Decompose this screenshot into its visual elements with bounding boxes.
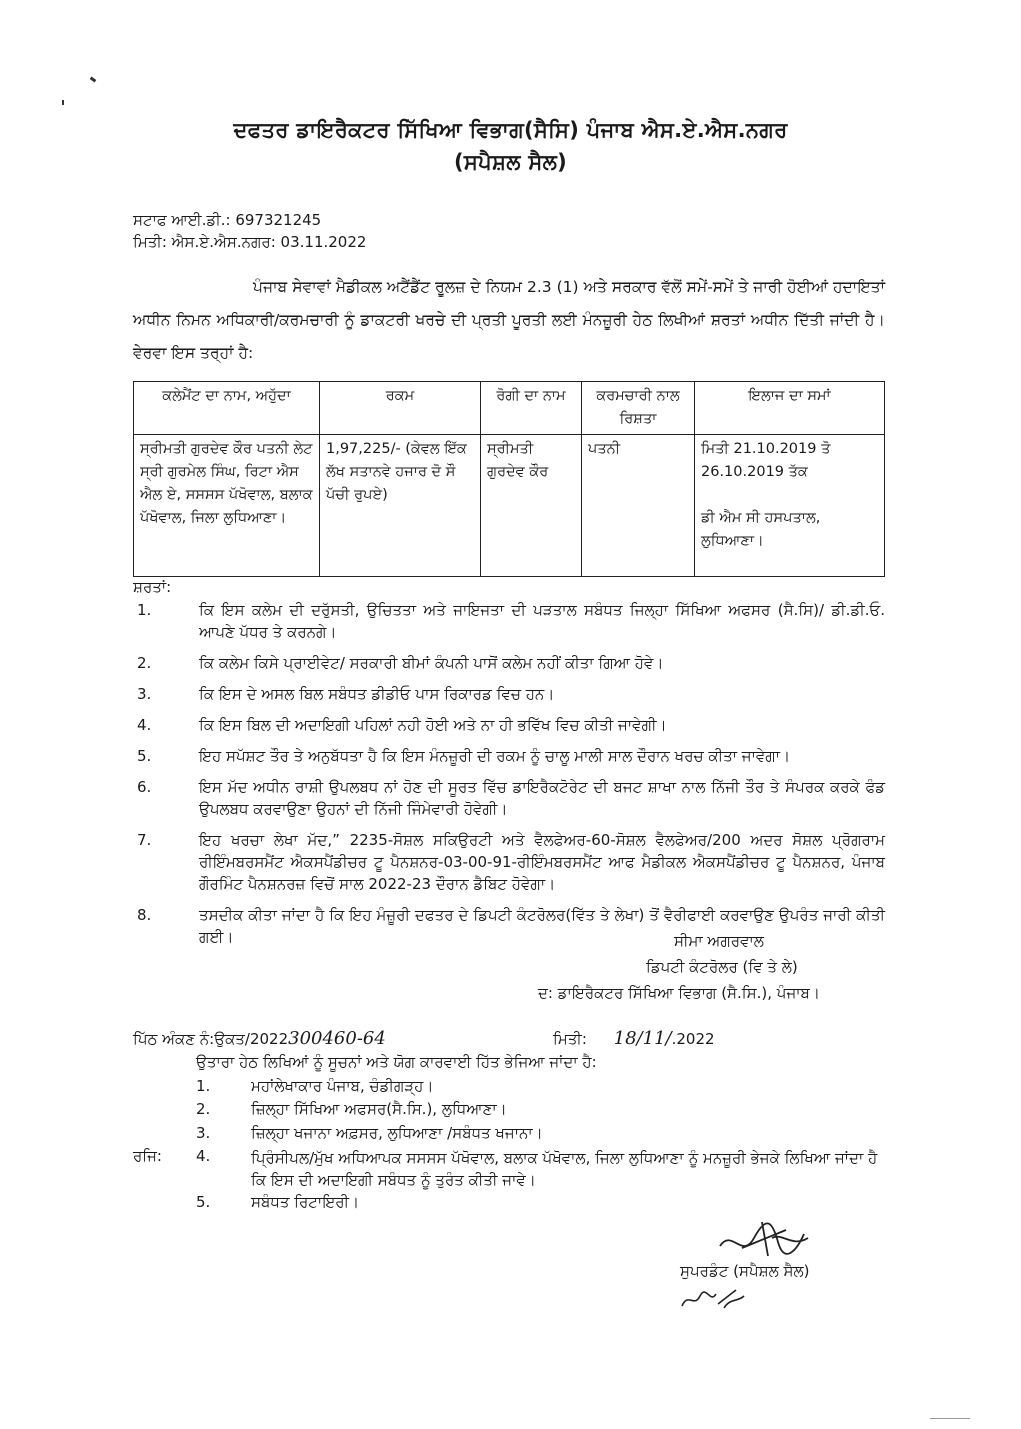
cell-patient: ਸ੍ਰੀਮਤੀ ਗੁਰਦੇਵ ਕੌਰ (481, 435, 582, 577)
list-item: 8. ਤਸਦੀਕ ਕੀਤਾ ਜਾਂਦਾ ਹੈ ਕਿ ਇਹ ਮੰਜ਼ੂਰੀ ਦਫਤਰ ਦੇ ਡਿਪਟੀ ਕੰਟਰੋਲਰ(ਵਿੱਤ ਤੇ ਲੇਖਾ) ਤੋਂ ਵੈਰੀਫਾਈ ਕਰਵਾਉਣ ਉਪਰੰਤ ਜਾਰੀ ਕੀਤੀ ਗਈ। (137, 906, 885, 946)
col-header-amount: ਰਕਮ (320, 382, 481, 435)
conditions-title: ਸ਼ਰਤਾਂ: (133, 578, 172, 596)
list-item: 1. ਕਿ ਇਸ ਕਲੇਮ ਦੀ ਦਰੁੱਸਤੀ, ਉਚਿਤਤਾ ਅਤੇ ਜਾਇਜਤਾ ਦੀ ਪੜਤਾਲ ਸਬੰਧਤ ਜਿਲ੍ਹਾ ਸਿੱਖਿਆ ਅਫਸਰ (ਸੈ.ਸਿ)/ ਡੀ.ਡੀ.ਓ. ਆਪਣੇ ਪੱਧਰ ਤੇ ਕਰਨਗੇ। (137, 601, 885, 641)
col-header-patient: ਰੋਗੀ ਦਾ ਨਾਮ (481, 382, 582, 435)
signatory-office: ਦ: ਡਾਇਰੈਕਟਰ ਸਿੱਖਿਆ ਵਿਭਾਗ (ਸੈ.ਸਿ.), ਪੰਜਾਬ। (538, 984, 821, 1002)
cell-title: (ਸਪੈਸ਼ਲ ਸੈਲ) (453, 150, 568, 174)
issue-date: ਮਿਤੀ: ਐਸ.ਏ.ਐਸ.ਨਗਰ: 03.11.2022 (133, 233, 367, 251)
endorsement-number (133, 1028, 386, 1049)
list-item: 5. ਇਹ ਸਪੱਸ਼ਟ ਤੌਰ ਤੇ ਅਨੁਬੱਧਤਾ ਹੈ ਕਿ ਇਸ ਮੰਨਜ਼ੂਰੀ ਦੀ ਰਕਮ ਨੂੰ ਚਾਲੂ ਮਾਲੀ ਸਾਲ ਦੌਰਾਨ ਖਰਚ ਕੀਤਾ ਜਾਵੇਗਾ। (137, 747, 791, 765)
list-item: 4. ਪ੍ਰਿੰਸੀਪਲ/ਮੁੱਖ ਅਧਿਆਪਕ ਸਸਸਸ ਪੱਖੋਵਾਲ, ਬਲਾਕ ਪੱਖੋਵਾਲ, ਜਿਲਾ ਲੁਧਿਆਣਾ ਨੂੰ ਮਨਜ਼ੂਰੀ ਭੇਜਕੇ ਲਿਖਿਆ ਜਾਂਦਾ ਹੈ ਕਿ ਇਸ ਦੀ ਅਦਾਇਗੀ ਸਬੰਧਤ ਨੂੰ ਤੁਰੰਤ ਕੀਤੀ ਜਾਵੇ। (196, 1147, 878, 1189)
list-item: 1. ਮਹਾਂਲੇਖਾਕਾਰ ਪੰਜਾਬ, ਚੰਡੀਗੜ੍ਹ। (196, 1077, 434, 1095)
endorsement-handwritten-date: 18/11/ (613, 1028, 672, 1049)
scan-speck (930, 1418, 970, 1419)
list-item: 5. ਸਬੰਧਤ ਰਿਟਾਇਰੀ। (196, 1193, 360, 1211)
list-item: 4. ਕਿ ਇਸ ਬਿਲ ਦੀ ਅਦਾਇਗੀ ਪਹਿਲਾਂ ਨਹੀ ਹੋਈ ਅਤੇ ਨਾ ਹੀ ਭਵਿੱਖ ਵਿਚ ਕੀਤੀ ਜਾਵੇਗੀ। (137, 716, 667, 734)
treatment-period: ਮਿਤੀ 21.10.2019 ਤੋ 26.10.2019 ਤੱਕ (701, 441, 831, 480)
list-item: 2. ਜ਼ਿਲ੍ਹਾ ਸਿੱਖਿਆ ਅਫਸਰ(ਸੈ.ਸਿ.), ਲੁਧਿਆਣਾ। (196, 1100, 507, 1118)
cell-claimant: ਸ੍ਰੀਮਤੀ ਗੁਰਦੇਵ ਕੌਰ ਪਤਨੀ ਲੇਟ ਸ੍ਰੀ ਗੁਰਮੇਲ ਸਿੰਘ, ਰਿਟਾ ਐਸ ਐਲ ਏ, ਸਸਸਸ ਪੱਖੋਵਾਲ, ਬਲਾਕ ਪੱਖੋਵਾਲ, ਜਿਲਾ ਲੁਧਿਆਣਾ। (134, 435, 320, 577)
list-item: 6. ਇਸ ਮੱਦ ਅਧੀਨ ਰਾਸ਼ੀ ਉਪਲਬਧ ਨਾਂ ਹੋਣ ਦੀ ਸੂਰਤ ਵਿੱਚ ਡਾਇਰੈਕਟੋਰੇਟ ਦੀ ਬਜਟ ਸ਼ਾਖਾ ਨਾਲ ਨਿੱਜੀ ਤੌਰ ਤੇ ਸੰਪਰਕ ਕਰਕੇ ਫੰਡ ਉਪਲਬਧ ਕਰਵਾਉਣਾ ਉਹਨਾਂ ਦੀ ਨਿੱਜੀ ਜਿੰਮੇਵਾਰੀ ਹੋਵੇਗੀ। (137, 778, 885, 818)
signatory-designation: ਡਿਪਟੀ ਕੰਟਰੋਲਰ (ਵਿ ਤੇ ਲੇ) (646, 958, 798, 976)
signature-scribble (712, 1208, 822, 1268)
office-title: ਦਫਤਰ ਡਾਇਰੈਕਟਰ ਸਿੱਖਿਆ ਵਿਭਾਗ(ਸੈਸਿ) ਪੰਜਾਬ ਐਸ.ਏ.ਐਸ.ਨਗਰ (233, 118, 788, 142)
endorsement-date-label: ਮਿਤੀ: (553, 1030, 587, 1048)
list-item: 2. ਕਿ ਕਲੇਮ ਕਿਸੇ ਪ੍ਰਾਈਵੇਟ/ ਸਰਕਾਰੀ ਬੀਮਾਂ ਕੰਪਨੀ ਪਾਸੋਂ ਕਲੇਮ ਨਹੀਂ ਕੀਤਾ ਗਿਆ ਹੋਵੇ। (137, 654, 664, 672)
signatory-name: ਸੀਮਾ ਅਗਰਵਾਲ (674, 932, 764, 950)
scan-speck (90, 77, 97, 83)
col-header-treatment-period: ਇਲਾਜ ਦਾ ਸਮਾਂ (695, 382, 885, 435)
cell-treatment (695, 435, 885, 577)
table-header-row (134, 382, 885, 435)
intro-paragraph: ਪੰਜਾਬ ਸੇਵਾਵਾਂ ਮੈਡੀਕਲ ਅਟੈਂਡੈਂਟ ਰੂਲਜ਼ ਦੇ ਨਿਯਮ 2.3 (1) ਅਤੇ ਸਰਕਾਰ ਵੱਲੋਂ ਸਮੇਂ-ਸਮੇਂ ਤੇ ਜਾਰੀ ਹੋਈਆਂ ਹਦਾਇਤਾਂ ਅਧੀਨ ਨਿਮਨ ਅਧਿਕਾਰੀ/ਕਰਮਚਾਰੀ ਨੂੰ ਡਾਕਟਰੀ ਖਰਚੇ ਦੀ ਪ੍ਰਤੀ ਪੂਰਤੀ ਲਈ ਮੰਨਜ਼ੂਰੀ ਹੇਠ ਲਿਖੀਆਂ ਸ਼ਰਤਾਂ ਅਧੀਨ ਦਿੱਤੀ ਜਾਂਦੀ ਹੈ। ਵੇਰਵਾ ਇਸ ਤਰ੍ਹਾਂ ਹੈ: (133, 278, 885, 362)
registered-label: ਰਜਿ: (133, 1147, 162, 1165)
endorsement-date (553, 1028, 715, 1049)
col-header-relation: ਕਰਮਚਾਰੀ ਨਾਲ ਰਿਸ਼ਤਾ (582, 382, 695, 435)
forward-text: ਉਤਾਰਾ ਹੇਠ ਲਿਖਿਆਂ ਨੂੰ ਸੂਚਨਾਂ ਅਤੇ ਯੋਗ ਕਾਰਵਾਈ ਹਿੱਤ ਭੇਜਿਆ ਜਾਂਦਾ ਹੈ: (196, 1053, 597, 1071)
claim-table (133, 381, 885, 577)
conditions-list (133, 599, 885, 957)
endorsement-date-year: .2022 (671, 1030, 715, 1048)
endorsement-prefix: ਪਿੱਠ ਅੰਕਣ ਨੰ:ਉਕਤ/2022 (133, 1030, 289, 1048)
scan-speck (62, 100, 64, 105)
col-header-claimant: ਕਲੇਮੈਂਟ ਦਾ ਨਾਮ, ਅਹੁੱਦਾ (134, 382, 320, 435)
cell-relation: ਪਤਨੀ (582, 435, 695, 577)
hospital: ਡੀ ਐਮ ਸੀ ਹਸਪਤਾਲ, ਲੁਧਿਆਣਾ। (701, 510, 821, 549)
list-item: 3. ਜ਼ਿਲ੍ਹਾ ਖਜਾਨਾ ਅਫ਼ਸਰ, ਲੁਧਿਆਣਾ /ਸਬੰਧਤ ਖਜਾਨਾ। (196, 1124, 543, 1142)
superintendent-designation: ਸੁਪਰਡੰਟ (ਸਪੈਸ਼ਲ ਸੈਲ) (680, 1262, 810, 1280)
endorsement-handwritten-number: 300460-64 (288, 1028, 386, 1049)
list-item: 7. ਇਹ ਖਰਚਾ ਲੇਖਾ ਮੱਦ,” 2235-ਸੋਸ਼ਲ ਸਕਿਉਰਟੀ ਅਤੇ ਵੈਲਫੇਅਰ-60-ਸੋਸ਼ਲ ਵੈਲਫੇਅਰ/200 ਅਦਰ ਸੋਸ਼ਲ ਪ੍ਰੋਗਰਾਮ ਰੀਇੰਮਬਰਸਮੈਂਟ ਐਕਸਪੈਂਡੀਚਰ ਟੂ ਪੈਨਸ਼ਨਰ-03-00-91-ਰੀਇੰਮਬਰਸਮੈਂਟ ਆਫ ਮੈਡੀਕਲ ਐਕਸਪੈਂਡੀਚਰ ਟੂ ਪੈਨਸ਼ਨਰ, ਪੰਜਾਬ ਗੌਰਮਿੰਟ ਪੈਨਸ਼ਨਰਜ਼ ਵਿਚੋਂ ਸਾਲ 2022-23 ਦੌਰਾਨ ਡੈਬਿਟ ਹੋਵੇਗਾ। (137, 831, 885, 893)
cell-amount: 1,97,225/- (ਕੇਵਲ ਇੱਕ ਲੱਖ ਸਤਾਨਵੇ ਹਜਾਰ ਦੋ ਸੌ ਪੱਚੀ ਰੁਪਏ) (320, 435, 481, 577)
table-row (134, 435, 885, 577)
staff-id: ਸਟਾਫ ਆਈ.ਡੀ.: 697321245 (133, 211, 322, 229)
list-item: 3. ਕਿ ਇਸ ਦੇ ਅਸਲ ਬਿਲ ਸਬੰਧਤ ਡੀਡੀਓ ਪਾਸ ਰਿਕਾਰਡ ਵਿਚ ਹਨ। (137, 685, 555, 703)
initials-scribble (678, 1282, 748, 1312)
